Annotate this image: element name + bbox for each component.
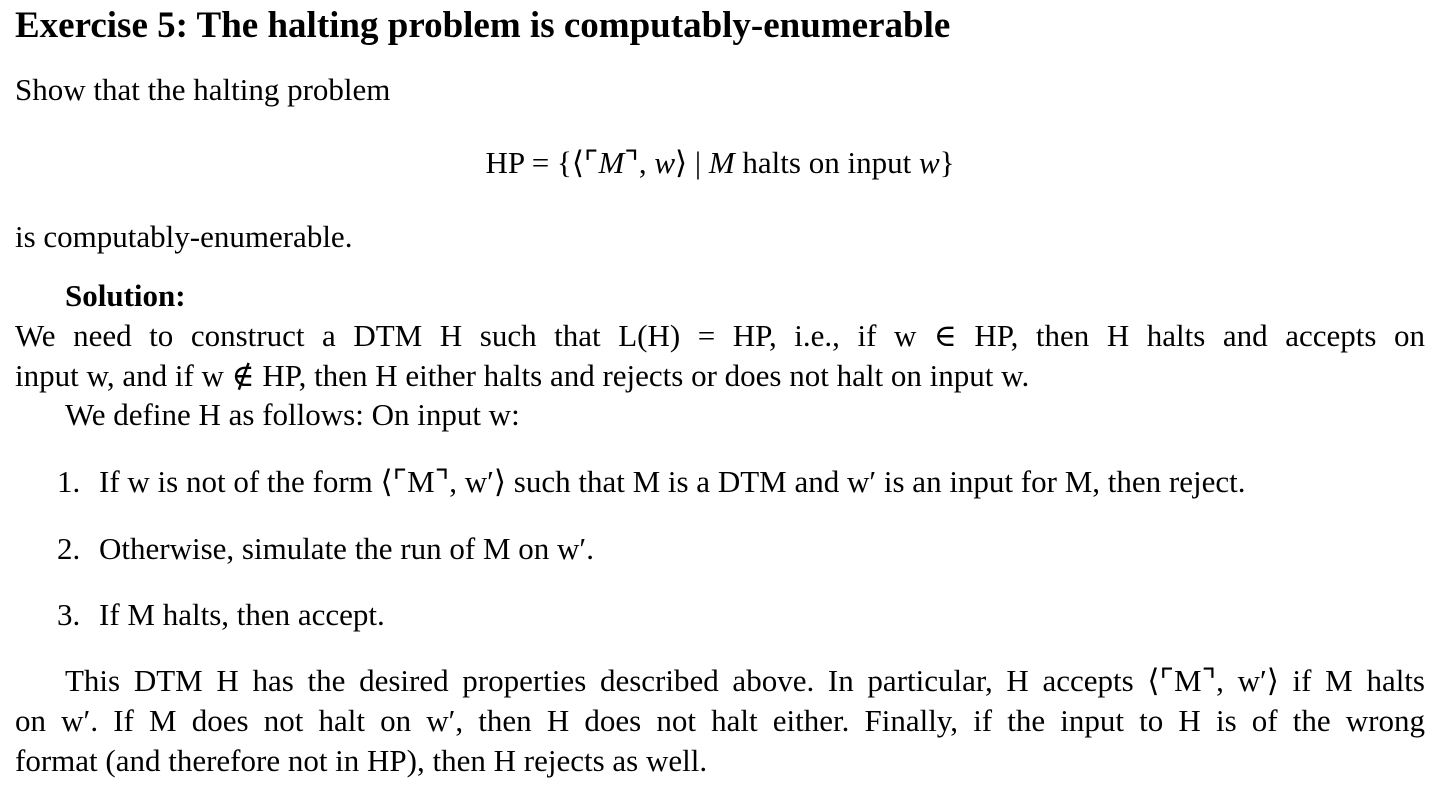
formula-w: w bbox=[654, 145, 676, 180]
formula-end: } bbox=[939, 145, 955, 180]
step-number: 2. bbox=[57, 531, 81, 566]
exercise-conclusion: is computably-enumerable. bbox=[15, 219, 353, 254]
formula-m: M bbox=[598, 145, 625, 180]
step-number: 1. bbox=[57, 464, 81, 499]
step-text: If w is not of the form ⟨⌜M⌝, w′⟩ such that M is a DTM and w′ is an input for M, then reject. bbox=[99, 464, 1246, 499]
exercise-title: Exercise 5: The halting problem is computably-enumerable bbox=[15, 5, 951, 46]
step-text: Otherwise, simulate the run of M on w′. bbox=[99, 531, 594, 566]
solution-para3-line3: format (and therefore not in HP), then H rejects as well. bbox=[15, 743, 708, 778]
solution-para2: We define H as follows: On input w: bbox=[65, 397, 520, 432]
list-item bbox=[57, 462, 1245, 502]
formula-w2: w bbox=[918, 145, 940, 180]
formula-close-code: ⌝, bbox=[624, 145, 655, 180]
solution-para3-line1: This DTM H has the desired properties described above. In particular, H accepts ⟨⌜M⌝, w′⟩ if M halts bbox=[65, 663, 1425, 698]
list-item bbox=[57, 529, 594, 569]
step-number: 3. bbox=[57, 597, 81, 632]
formula-open: {⟨⌜ bbox=[556, 145, 599, 180]
formula-eq: = bbox=[531, 145, 550, 180]
step-text: If M halts, then accept. bbox=[99, 597, 385, 632]
solution-para1-line2: input w, and if w ∉ HP, then H either halts and rejects or does not halt on input w. bbox=[15, 358, 1030, 393]
formula-angle: ⟩ | bbox=[675, 145, 709, 180]
solution-heading: Solution: bbox=[65, 278, 186, 313]
hp-formula bbox=[15, 143, 1425, 183]
solution-para3-line2: on w′. If M does not halt on w′, then H does not halt either. Finally, if the input to H is of the wrong bbox=[15, 703, 1425, 738]
solution-para1-line1: We need to construct a DTM H such that L(H) = HP, i.e., if w ∈ HP, then H halts and accepts on bbox=[15, 318, 1425, 353]
formula-text: halts on input bbox=[734, 145, 919, 180]
exercise-intro: Show that the halting problem bbox=[15, 72, 391, 107]
list-item bbox=[57, 595, 385, 635]
formula-hp-lhs: HP bbox=[485, 145, 524, 180]
formula-m2: M bbox=[708, 145, 735, 180]
